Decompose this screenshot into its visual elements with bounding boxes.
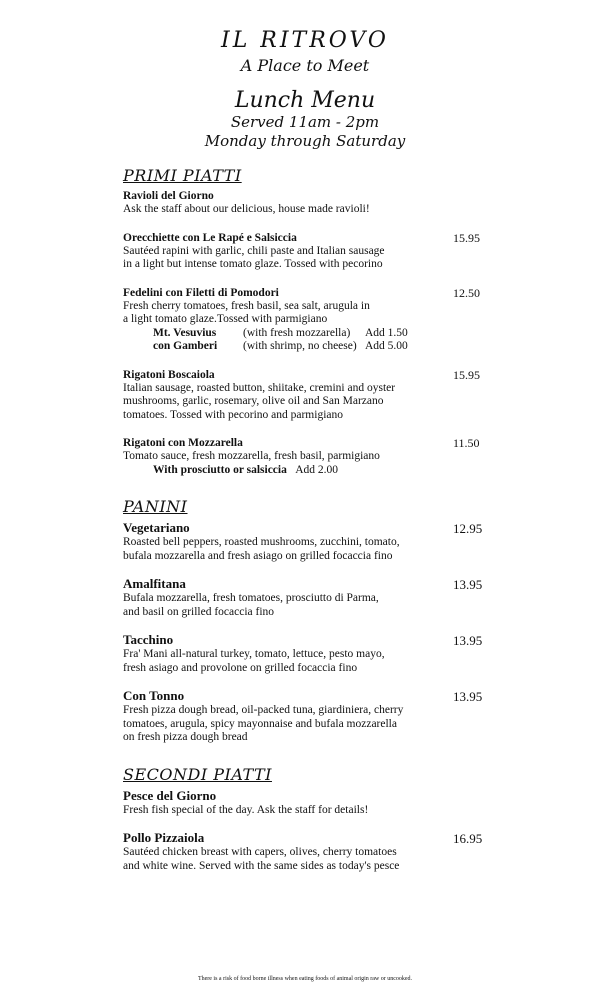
addon-price: Add 5.00	[365, 340, 408, 352]
menu-title: Lunch Menu	[234, 88, 376, 113]
item-price: 13.95	[453, 577, 483, 592]
tagline: A Place to Meet	[240, 56, 370, 75]
item-name: Fedelini con Filetti di Pomodori	[123, 286, 279, 299]
item-name: Con Tonno	[123, 688, 185, 703]
menu-item	[123, 576, 493, 619]
item-price: 13.95	[453, 689, 483, 704]
menu-item	[123, 788, 493, 818]
menu-item	[123, 520, 493, 563]
item-name: Pesce del Giorno	[123, 787, 217, 803]
item-name: Rigatoni Boscaiola	[123, 368, 215, 381]
item-price: 12.50	[453, 285, 480, 300]
section-title: PRIMI PIATTI	[123, 166, 242, 185]
addon-row	[123, 327, 493, 341]
addon-price: Add 1.50	[365, 326, 408, 339]
item-name: Rigatoni con Mozzarella	[123, 437, 243, 449]
item-description: Tomato sauce, fresh mozzarella, fresh basil, parmigiano	[123, 450, 380, 462]
section-primi	[123, 166, 493, 477]
item-price: 12.95	[453, 521, 483, 536]
item-name: Vegetariano	[123, 520, 190, 535]
item-description: Ask the staff about our delicious, house made ravioli!	[123, 203, 370, 215]
item-price: 16.95	[453, 831, 483, 846]
item-price: 11.50	[453, 436, 480, 450]
item-description: Fresh cherry tomatoes, fresh basil, sea salt, arugula in a light tomato glaze.Tossed with parmigiano	[123, 299, 370, 325]
served-hours: Served 11am - 2pm	[230, 113, 380, 131]
item-description: Roasted bell peppers, roasted mushrooms, zucchini, tomato, bufala mozzarella and fresh asiago on grilled focaccia fino	[123, 536, 400, 562]
menu-item	[123, 286, 493, 354]
item-price: 15.95	[453, 367, 480, 382]
item-name: Ravioli del Giorno	[123, 190, 214, 202]
menu-item	[123, 436, 493, 477]
section-title: PANINI	[123, 497, 188, 516]
section-title: SECONDI PIATTI	[123, 764, 272, 784]
menu-item	[123, 231, 493, 272]
addon-detail: (with fresh mozzarella)	[243, 326, 351, 339]
item-description: Italian sausage, roasted button, shiitake, cremini and oyster mushrooms, garlic, rosemary, olive oil and San Marzano tomatoes. Tossed with pecorino and parmigiano	[123, 381, 396, 421]
addon-detail: (with shrimp, no cheese)	[243, 340, 357, 352]
item-price: 15.95	[453, 230, 480, 245]
item-description: Fresh fish special of the day. Ask the staff for details!	[123, 803, 369, 816]
item-description: Fra' Mani all-natural turkey, tomato, lettuce, pesto mayo, fresh asiago and provolone on grilled focaccia fino	[123, 648, 385, 674]
item-description: Fresh pizza dough bread, oil-packed tuna, giardiniera, cherry tomatoes, arugula, spicy mayonnaise and bufala mozzarella on fresh pizza dough bread	[123, 704, 404, 743]
item-price: 13.95	[453, 633, 483, 648]
item-name: Amalfitana	[123, 576, 186, 591]
menu-item	[123, 688, 493, 745]
item-name: Pollo Pizzaiola	[123, 830, 205, 845]
extra-row	[123, 464, 493, 478]
menu-item	[123, 368, 493, 423]
restaurant-name: IL RITROVO	[221, 28, 389, 53]
section-panini	[123, 497, 493, 745]
item-name: Orecchiette con Le Rapé e Salsiccia	[123, 231, 297, 244]
menu-content	[123, 166, 493, 886]
menu-item	[123, 632, 493, 675]
item-description: Sautéed rapini with garlic, chili paste and Italian sausage in a light but intense tomato glaze. Tossed with pecorino	[123, 244, 385, 270]
extra-name: With prosciutto or salsiccia	[153, 463, 287, 476]
section-secondi	[123, 765, 493, 874]
item-name: Tacchino	[123, 632, 174, 647]
food-safety-notice: There is a risk of food borne illness when eating foods of animal origin raw or uncooked.	[197, 976, 413, 982]
addon-name: Mt. Vesuvius	[153, 326, 217, 339]
item-description: Sautéed chicken breast with capers, olives, cherry tomatoes and white wine. Served with the same sides as today's pesce	[123, 846, 400, 872]
addon-row	[123, 340, 493, 354]
served-days: Monday through Saturday	[204, 132, 406, 150]
menu-item	[123, 189, 493, 217]
addon-name: con Gamberi	[153, 340, 218, 352]
menu-item	[123, 830, 493, 873]
item-description: Bufala mozzarella, fresh tomatoes, prosciutto di Parma, and basil on grilled focaccia fino	[123, 592, 379, 618]
extra-price: Add 2.00	[295, 463, 339, 476]
